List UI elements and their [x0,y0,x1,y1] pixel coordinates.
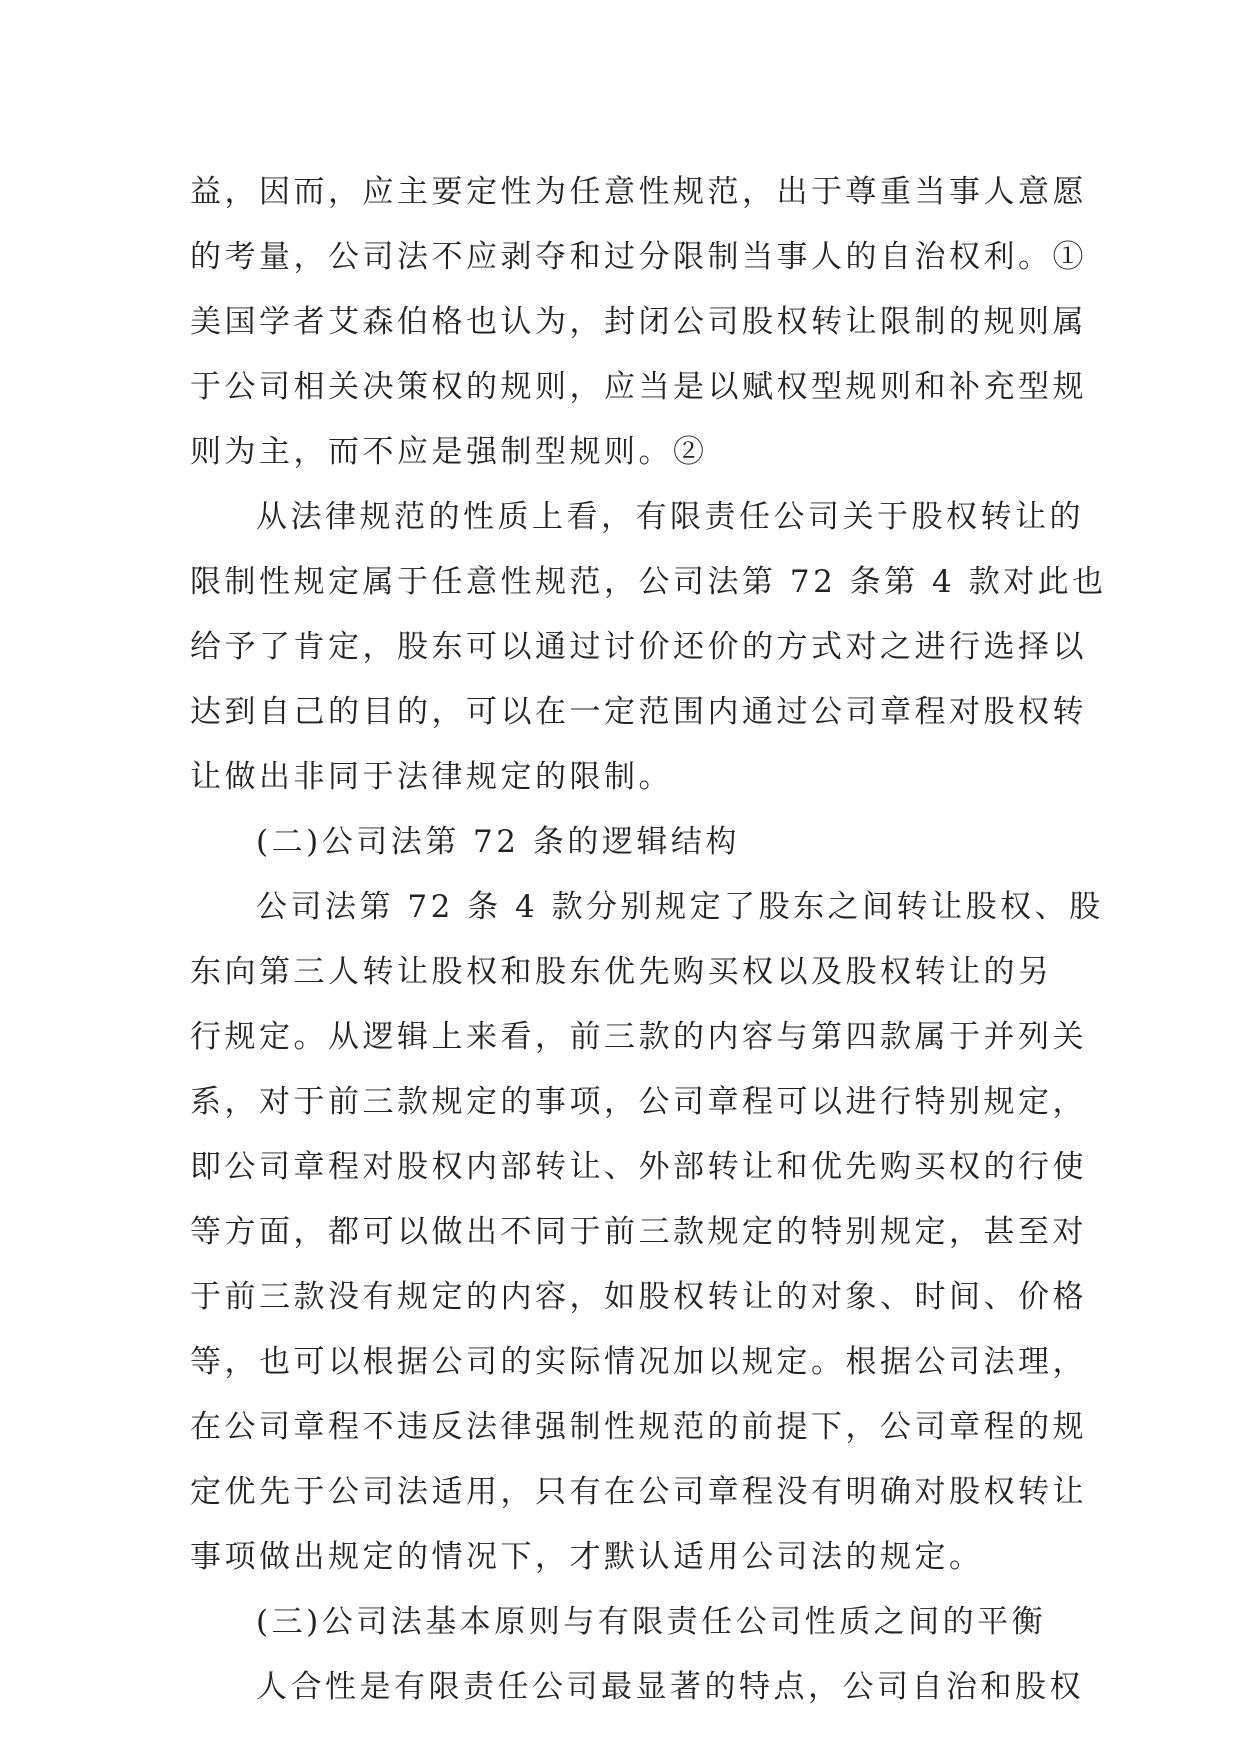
section-heading: (三)公司法基本原则与有限责任公司性质之间的平衡 [256,1604,1047,1640]
paragraph-first-line: 从法律规范的性质上看，有限责任公司关于股权转让的 [256,499,1084,535]
text-line: 行规定。从逻辑上来看，前三款的内容与第四款属于并列关 [190,1019,1087,1055]
paragraph-first-line: 人合性是有限责任公司最显著的特点，公司自治和股权 [256,1669,1084,1705]
text-line: 等方面，都可以做出不同于前三款规定的特别规定，甚至对 [190,1214,1087,1250]
text-line: 系，对于前三款规定的事项，公司章程可以进行特别规定， [190,1084,1087,1120]
text-line: 事项做出规定的情况下，才默认适用公司法的规定。 [190,1539,984,1575]
body-text [190,160,1107,1720]
text-line: 东向第三人转让股权和股东优先购买权以及股权转让的另 [190,954,1053,990]
text-line: 达到自己的目的，可以在一定范围内通过公司章程对股权转 [190,694,1087,730]
text-line: 则为主，而不应是强制型规则。② [190,434,708,470]
text-line: 即公司章程对股权内部转让、外部转让和优先购买权的行使 [190,1149,1087,1185]
text-line: 在公司章程不违反法律强制性规范的前提下，公司章程的规 [190,1409,1087,1445]
text-line: 于前三款没有规定的内容，如股权转让的对象、时间、价格 [190,1279,1087,1315]
text-line: 于公司相关决策权的规则，应当是以赋权型规则和补充型规 [190,369,1087,405]
text-line: 等，也可以根据公司的实际情况加以规定。根据公司法理， [190,1344,1087,1380]
paragraph-first-line: 公司法第 72 条 4 款分别规定了股东之间转让股权、股 [256,889,1104,925]
text-line: 让做出非同于法律规定的限制。 [190,759,673,795]
text-line: 定优先于公司法适用，只有在公司章程没有明确对股权转让 [190,1474,1087,1510]
text-line: 的考量，公司法不应剥夺和过分限制当事人的自治权利。① [190,239,1087,275]
text-line: 益，因而，应主要定性为任意性规范，出于尊重当事人意愿 [190,174,1087,210]
section-heading: (二)公司法第 72 条的逻辑结构 [256,824,740,860]
text-line: 给予了肯定，股东可以通过讨价还价的方式对之进行选择以 [190,629,1087,665]
text-line: 美国学者艾森伯格也认为，封闭公司股权转让限制的规则属 [190,304,1087,340]
text-line: 限制性规定属于任意性规范，公司法第 72 条第 4 款对此也 [190,564,1107,600]
